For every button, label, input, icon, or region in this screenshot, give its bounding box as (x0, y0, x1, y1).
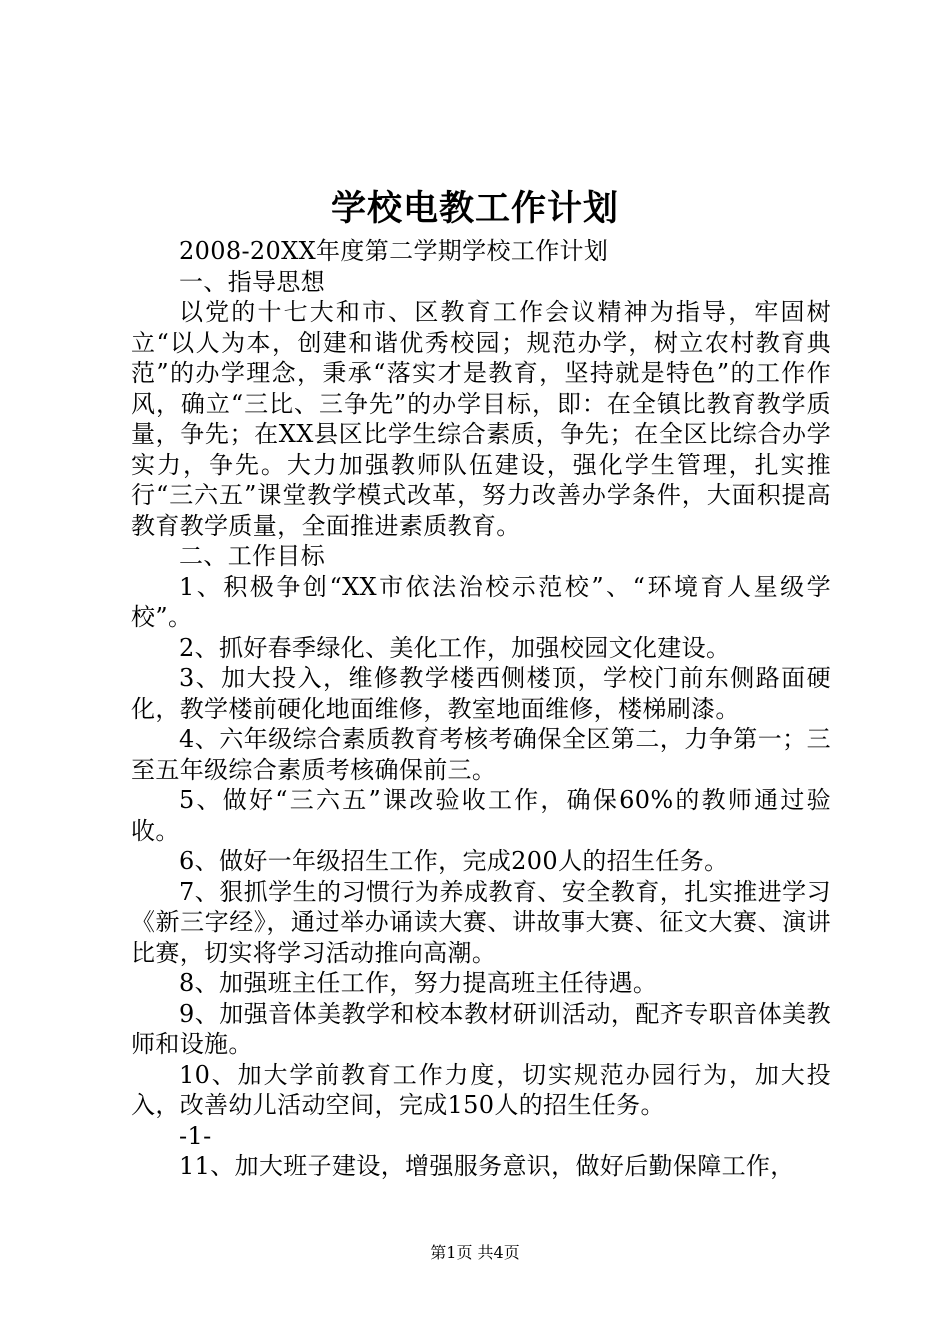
document-body (131, 236, 831, 1182)
list-item: 9、加强音体美教学和校本教材研训活动，配齐专职音体美教师和设施。 (131, 999, 831, 1058)
list-item: 3、加大投入，维修教学楼西侧楼顶，学校门前东侧路面硬化，教学楼前硬化地面维修，教室地面维修，楼梯刷漆。 (131, 664, 831, 723)
list-item: 6、做好一年级招生工作，完成200人的招生任务。 (179, 847, 729, 875)
document-title: 学校电教工作计划 (330, 188, 619, 229)
list-item: 1、积极争创“XX市依法治校示范校”、“环境育人星级学校”。 (131, 572, 831, 631)
list-item: 4、六年级综合素质教育考核考确保全区第二，力争第一；三至五年级综合素质考核确保前三。 (131, 725, 831, 784)
section-heading: 一、指导思想 (179, 267, 326, 296)
paragraph: 以党的十七大和市、区教育工作会议精神为指导，牢固树立“以人为本，创建和谐优秀校园；规范办学，树立农村教育典范”的办学理念，秉承“落实才是教育，坚持就是特色”的工作作风，确立“三比、三争先”的办学目标，即：在全镇比教育教学质量，争先；在XX县区比学生综合素质，争先；在全区比综合办学实力，争先。大力加强教师队伍建设，强化学生管理，扎实推行“三六五”课堂教学模式改革，努力改善办学条件，大面积提高教育教学质量，全面推进素质教育。 (131, 298, 831, 540)
list-item: 7、狠抓学生的习惯行为养成教育、安全教育，扎实推进学习《新三字经》，通过举办诵读大赛、讲故事大赛、征文大赛、演讲比赛，切实将学习活动推向高潮。 (131, 877, 831, 967)
inline-page-number: -1- (179, 1121, 212, 1150)
paragraph: 2008-20XX年度第二学期学校工作计划 (179, 237, 609, 265)
section-heading: 二、工作目标 (179, 542, 326, 570)
list-item: 5、做好“三六五”课改验收工作，确保60%的教师通过验收。 (131, 786, 831, 845)
page-footer: 第1页 共4页 (430, 1243, 520, 1262)
list-item: 11、加大班子建设，增强服务意识，做好后勤保障工作， (179, 1152, 795, 1180)
list-item: 8、加强班主任工作，努力提高班主任待遇。 (179, 969, 658, 997)
list-item: 10、加大学前教育工作力度，切实规范办园行为，加大投入，改善幼儿活动空间，完成150人的招生任务。 (131, 1060, 831, 1119)
list-item: 2、抓好春季绿化、美化工作，加强校园文化建设。 (179, 633, 731, 662)
